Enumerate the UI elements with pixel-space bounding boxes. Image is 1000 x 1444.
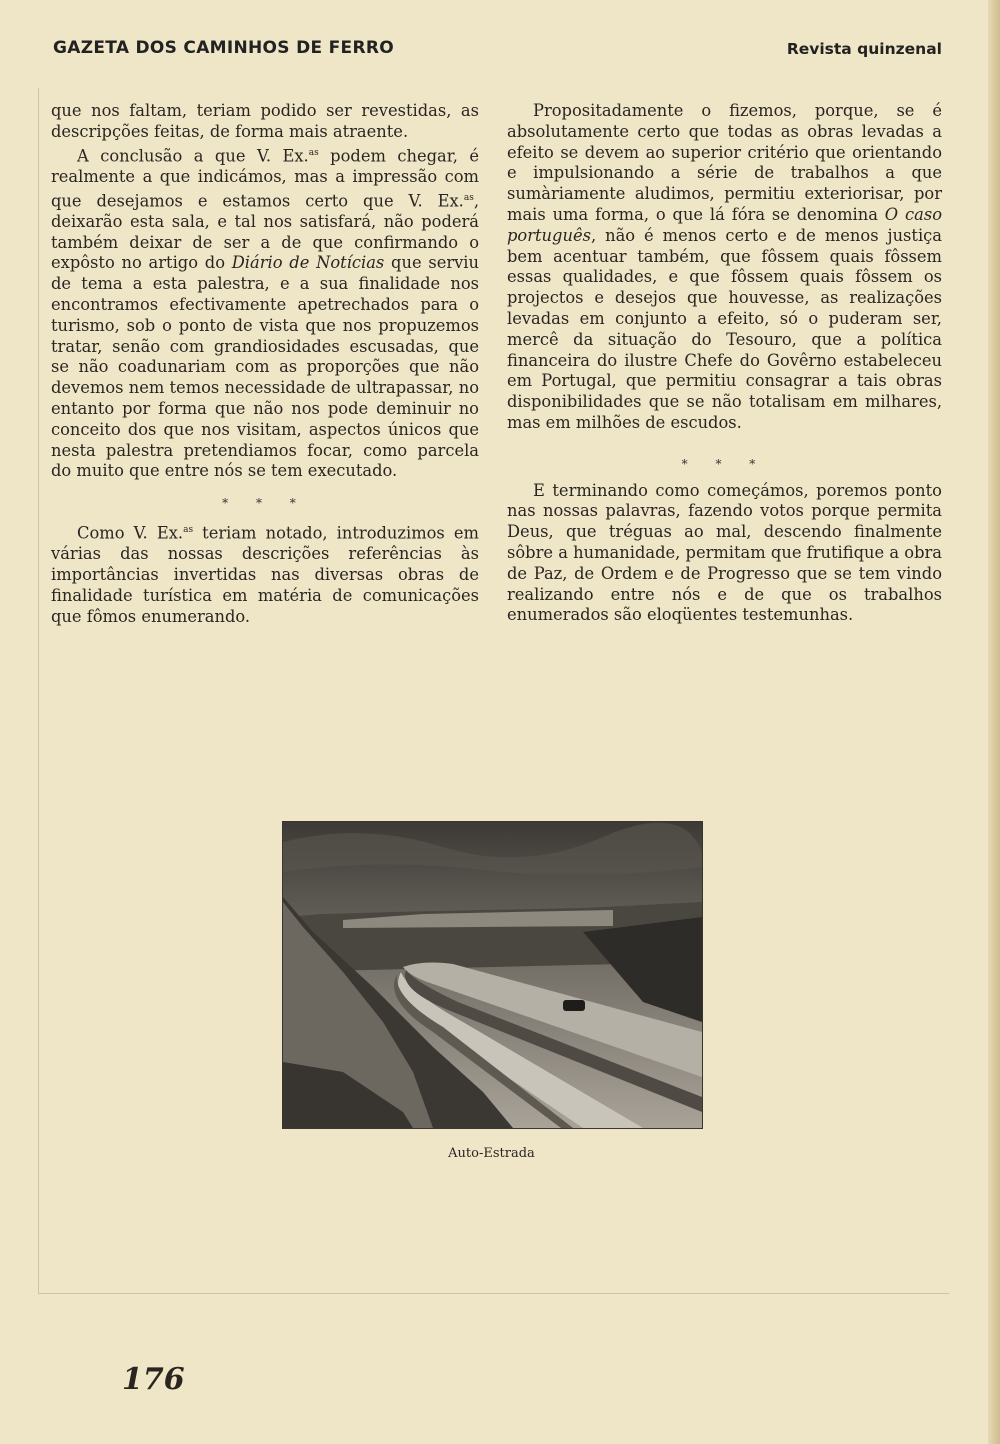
superscript: as bbox=[308, 147, 319, 158]
section-separator: * * * bbox=[222, 496, 308, 511]
text-run: podem chegar, é realmente a que indicámos, mas a impressão com que desejamos e estamos certo que V. Ex. bbox=[51, 146, 479, 211]
paragraph bbox=[51, 520, 479, 627]
newspaper-title: Diário de Notícias bbox=[231, 253, 385, 273]
page-edge bbox=[988, 0, 1000, 1444]
text-run: A conclusão a que V. Ex. bbox=[77, 146, 309, 166]
section-separator: * * * bbox=[681, 456, 768, 471]
paragraph bbox=[507, 101, 942, 434]
italic-phrase: O caso português bbox=[507, 204, 942, 245]
text-run: teriam notado, introduzimos em várias das nossas descrições referências às importâncias invertidas nas diversas obras de finalidade turística em matéria de comunicações que fômos enumerando. bbox=[51, 523, 479, 626]
left-column bbox=[51, 101, 479, 627]
highway-photo bbox=[282, 821, 703, 1129]
superscript: as bbox=[463, 192, 474, 203]
page-number: 176 bbox=[122, 1362, 185, 1397]
text-run: Como V. Ex. bbox=[77, 523, 184, 543]
magazine-title: GAZETA DOS CAMINHOS DE FERRO bbox=[53, 38, 394, 58]
text-run: Propositadamente o fizemos, porque, se é absolutamente certo que todas as obras levadas a efeito se devem ao superior critério que orientando e impulsionando a série de trabalhos a que sumàriamente aludimos, permitiu exteriorisar, por mais uma forma, o que lá fóra se denomina bbox=[507, 101, 942, 224]
magazine-subtitle: Revista quinzenal bbox=[786, 40, 942, 58]
photo-caption: Auto-Estrada bbox=[448, 1146, 535, 1161]
text-run: , não é menos certo e de menos justiça bem acentuar também, que fôssem quais fôssem essas qualidades, e que fôssem quais fôssem os projectos e desejos que houvesse, as realizações levadas em conjunto a efeito, só o puderam ser, mercê da situação do Tesouro, que a política financeira do ilustre Chefe do Govêrno estabeleceu em Portugal, que permitiu consagrar a tais obras disponibilidades que se não totalisam em milhares, mas em milhões de escudos. bbox=[507, 225, 942, 432]
superscript: as bbox=[183, 524, 194, 535]
paragraph: que nos faltam, teriam podido ser revestidas, as descripções feitas, de forma mais atraente. bbox=[51, 101, 479, 141]
paragraph bbox=[51, 143, 479, 483]
text-run: que serviu de tema a esta palestra, e a sua finalidade nos encontramos efectivamente apetrechados para o turismo, sob o ponto de vista que nos propuzemos tratar, senão com grandiosidades escusadas, que se não coadunariam com as proporções que não devemos nem temos necessidade de ultrapassar, no entanto por forma que não nos pode deminuir no conceito dos que nos visitam, aspectos únicos que nesta palestra pretendiamos focar, como parcela do muito que entre nós se tem executado. bbox=[51, 253, 480, 481]
paragraph: E terminando como começámos, poremos ponto nas nossas palavras, fazendo votos porque permita Deus, que tréguas ao mal, descendo finalmente sôbre a humanidade, permitam que frutifique a obra de Paz, de Ordem e de Progresso que se tem vindo realizando entre nós e de que os trabalhos enumerados são eloqüentes testemunhas. bbox=[507, 480, 942, 625]
text-run: , deixarão esta sala, e tal nos satisfará, não poderá também deixar de ser a de que confirmando o expôsto no artigo do bbox=[51, 191, 479, 273]
right-column bbox=[507, 101, 942, 626]
